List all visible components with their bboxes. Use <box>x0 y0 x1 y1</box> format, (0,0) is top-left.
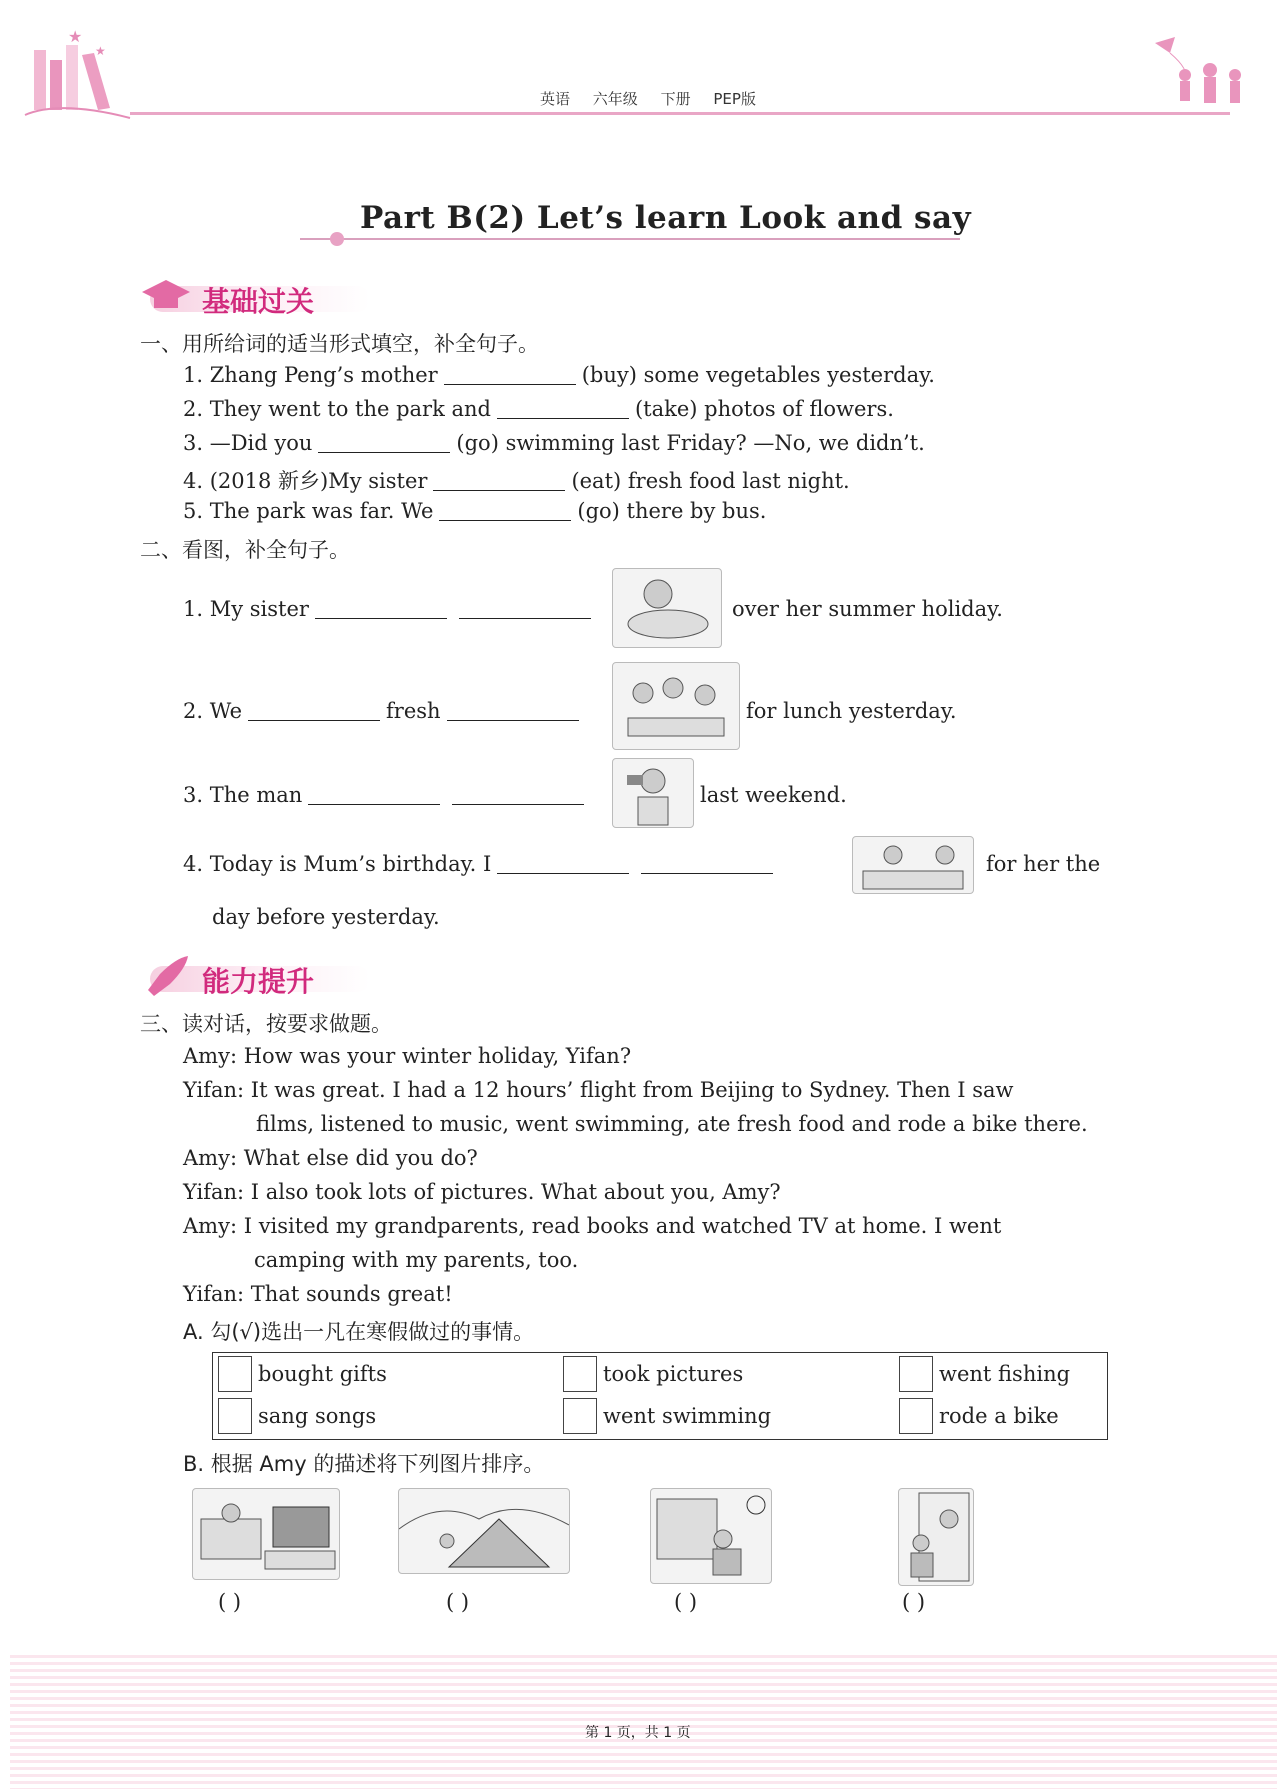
q2-item-1 <box>183 597 597 621</box>
option-went-swimming: went swimming <box>603 1404 772 1428</box>
dialogue-speaker-3: Amy: <box>183 1146 238 1170</box>
q2-item-1-pre: 1. My sister <box>183 597 309 621</box>
man-camera-picture <box>612 758 694 828</box>
part-b-instruction: B. 根据 Amy 的描述将下列图片排序。 <box>183 1452 545 1476</box>
part-a-instruction: A. 勾(√)选出一凡在寒假做过的事情。 <box>183 1320 535 1344</box>
checkbox-bought-gifts[interactable] <box>218 1356 252 1392</box>
dialogue-text-3: What else did you do? <box>243 1146 478 1170</box>
q1-item-3 <box>183 431 925 455</box>
q2-item-3-post: last weekend. <box>700 783 847 807</box>
q2-item-2-post: for lunch yesterday. <box>746 699 957 723</box>
q2-item-3 <box>183 783 590 807</box>
q2-title: 二、看图，补全句子。 <box>140 538 350 562</box>
option-took-pictures: took pictures <box>603 1362 744 1386</box>
dialogue-text-2b: films, listened to music, went swimming, ate fresh food and rode a bike there. <box>256 1112 1088 1136</box>
page-number: 第 1 页，共 1 页 <box>585 1725 691 1741</box>
girl-drawing-picture <box>612 568 722 648</box>
q2-blank-3b[interactable] <box>452 784 584 805</box>
header-subject: 英语 <box>540 90 571 108</box>
dialogue-line-2 <box>183 1078 1013 1102</box>
dialogue-speaker-1: Amy: <box>183 1044 238 1068</box>
dialogue-text-4: I also took lots of pictures. What about you, Amy? <box>250 1180 781 1204</box>
svg-text:★: ★ <box>95 44 106 58</box>
q1-blank-5[interactable] <box>439 500 571 521</box>
part-b-paren-1[interactable]: ( ) <box>218 1590 242 1614</box>
dialogue-speaker-4: Yifan: <box>183 1180 245 1204</box>
q1-item-1-post: (buy) some vegetables yesterday. <box>581 363 935 387</box>
q2-item-2-pre: 2. We <box>183 699 243 723</box>
header-info <box>540 88 774 109</box>
graduation-cap-icon <box>140 276 192 316</box>
q2-item-2 <box>183 699 585 723</box>
q1-item-1-pre: 1. Zhang Peng’s mother <box>183 363 438 387</box>
checkbox-sang-songs[interactable] <box>218 1398 252 1434</box>
checkbox-went-swimming[interactable] <box>563 1398 597 1434</box>
option-bought-gifts: bought gifts <box>258 1362 387 1386</box>
q1-blank-1[interactable] <box>444 364 576 385</box>
watching-tv-picture <box>192 1488 340 1580</box>
dialogue-text-5a: I visited my grandparents, read books and watched TV at home. I went <box>243 1214 1002 1238</box>
checkbox-rode-a-bike[interactable] <box>899 1398 933 1434</box>
q2-item-1-post: over her summer holiday. <box>732 597 1003 621</box>
dialogue-speaker-2: Yifan: <box>183 1078 245 1102</box>
dialogue-text-1: How was your winter holiday, Yifan? <box>243 1044 632 1068</box>
q1-blank-2[interactable] <box>497 398 629 419</box>
dialogue-text-5b: camping with my parents, too. <box>254 1248 579 1272</box>
section1-heading: 基础过关 <box>202 285 315 318</box>
dialogue-line-1 <box>183 1044 631 1068</box>
visiting-grandparents-picture <box>898 1488 974 1586</box>
page-title: Part B(2) Let’s learn Look and say <box>360 200 972 236</box>
q1-title: 一、用所给词的适当形式填空，补全句子。 <box>140 332 539 356</box>
shopping-gift-picture <box>852 836 974 894</box>
family-eating-picture <box>612 662 740 750</box>
q1-item-3-pre: 3. —Did you <box>183 431 313 455</box>
q1-item-5-post: (go) there by bus. <box>577 499 767 523</box>
q1-item-4-pre: 4. (2018 新乡)My sister <box>183 469 428 493</box>
option-went-fishing: went fishing <box>939 1362 1071 1386</box>
header-edition: PEP版 <box>713 90 756 108</box>
q2-blank-4b[interactable] <box>641 853 773 874</box>
dialogue-speaker-5: Amy: <box>183 1214 238 1238</box>
q2-blank-4a[interactable] <box>497 853 629 874</box>
q2-item-4-post2: day before yesterday. <box>212 905 440 929</box>
dialogue-speaker-6: Yifan: <box>183 1282 245 1306</box>
dialogue-text-6: That sounds great! <box>250 1282 453 1306</box>
header-grade: 六年级 <box>592 90 638 108</box>
dialogue-line-4 <box>183 1180 781 1204</box>
q1-item-5-pre: 5. The park was far. We <box>183 499 434 523</box>
q1-item-2-pre: 2. They went to the park and <box>183 397 491 421</box>
header-volume: 下册 <box>660 90 691 108</box>
q2-item-4-post: for her the <box>986 852 1101 876</box>
section2-heading: 能力提升 <box>202 965 315 998</box>
option-rode-a-bike: rode a bike <box>939 1404 1059 1428</box>
part-b-paren-4[interactable]: ( ) <box>902 1590 926 1614</box>
camping-tent-picture <box>398 1488 570 1574</box>
rocket-icon <box>140 952 192 996</box>
q2-blank-1a[interactable] <box>315 598 447 619</box>
q1-item-1 <box>183 363 935 387</box>
q1-blank-4[interactable] <box>433 470 565 491</box>
children-kite-icon <box>1150 35 1260 115</box>
q1-item-5 <box>183 499 766 523</box>
books-logo-icon <box>20 20 140 120</box>
dialogue-text-2a: It was great. I had a 12 hours’ flight from Beijing to Sydney. Then I saw <box>250 1078 1014 1102</box>
q1-item-3-post: (go) swimming last Friday? —No, we didn’t. <box>456 431 925 455</box>
part-b-paren-3[interactable]: ( ) <box>674 1590 698 1614</box>
dialogue-line-6 <box>183 1282 453 1306</box>
q2-item-3-pre: 3. The man <box>183 783 303 807</box>
q2-blank-3a[interactable] <box>308 784 440 805</box>
option-sang-songs: sang songs <box>258 1404 377 1428</box>
q2-blank-2a[interactable] <box>248 700 380 721</box>
q2-blank-1b[interactable] <box>459 598 591 619</box>
title-dot <box>330 232 344 246</box>
reading-books-picture <box>650 1488 772 1584</box>
q2-item-4-pre: 4. Today is Mum’s birthday. I <box>183 852 492 876</box>
dialogue-line-3 <box>183 1146 478 1170</box>
q1-item-4-post: (eat) fresh food last night. <box>571 469 850 493</box>
q2-item-4 <box>183 852 779 876</box>
q1-item-2 <box>183 397 894 421</box>
checkbox-took-pictures[interactable] <box>563 1356 597 1392</box>
part-b-paren-2[interactable]: ( ) <box>446 1590 470 1614</box>
q2-item-2-mid: fresh <box>386 699 441 723</box>
q1-item-2-post: (take) photos of flowers. <box>634 397 894 421</box>
header-rule <box>130 112 1230 115</box>
title-underline <box>300 238 960 240</box>
q1-blank-3[interactable] <box>318 432 450 453</box>
svg-text:★: ★ <box>68 27 83 46</box>
q3-title: 三、读对话，按要求做题。 <box>140 1012 392 1036</box>
checkbox-went-fishing[interactable] <box>899 1356 933 1392</box>
dialogue-line-5 <box>183 1214 1001 1238</box>
q2-blank-2b[interactable] <box>447 700 579 721</box>
q1-item-4 <box>183 465 850 495</box>
